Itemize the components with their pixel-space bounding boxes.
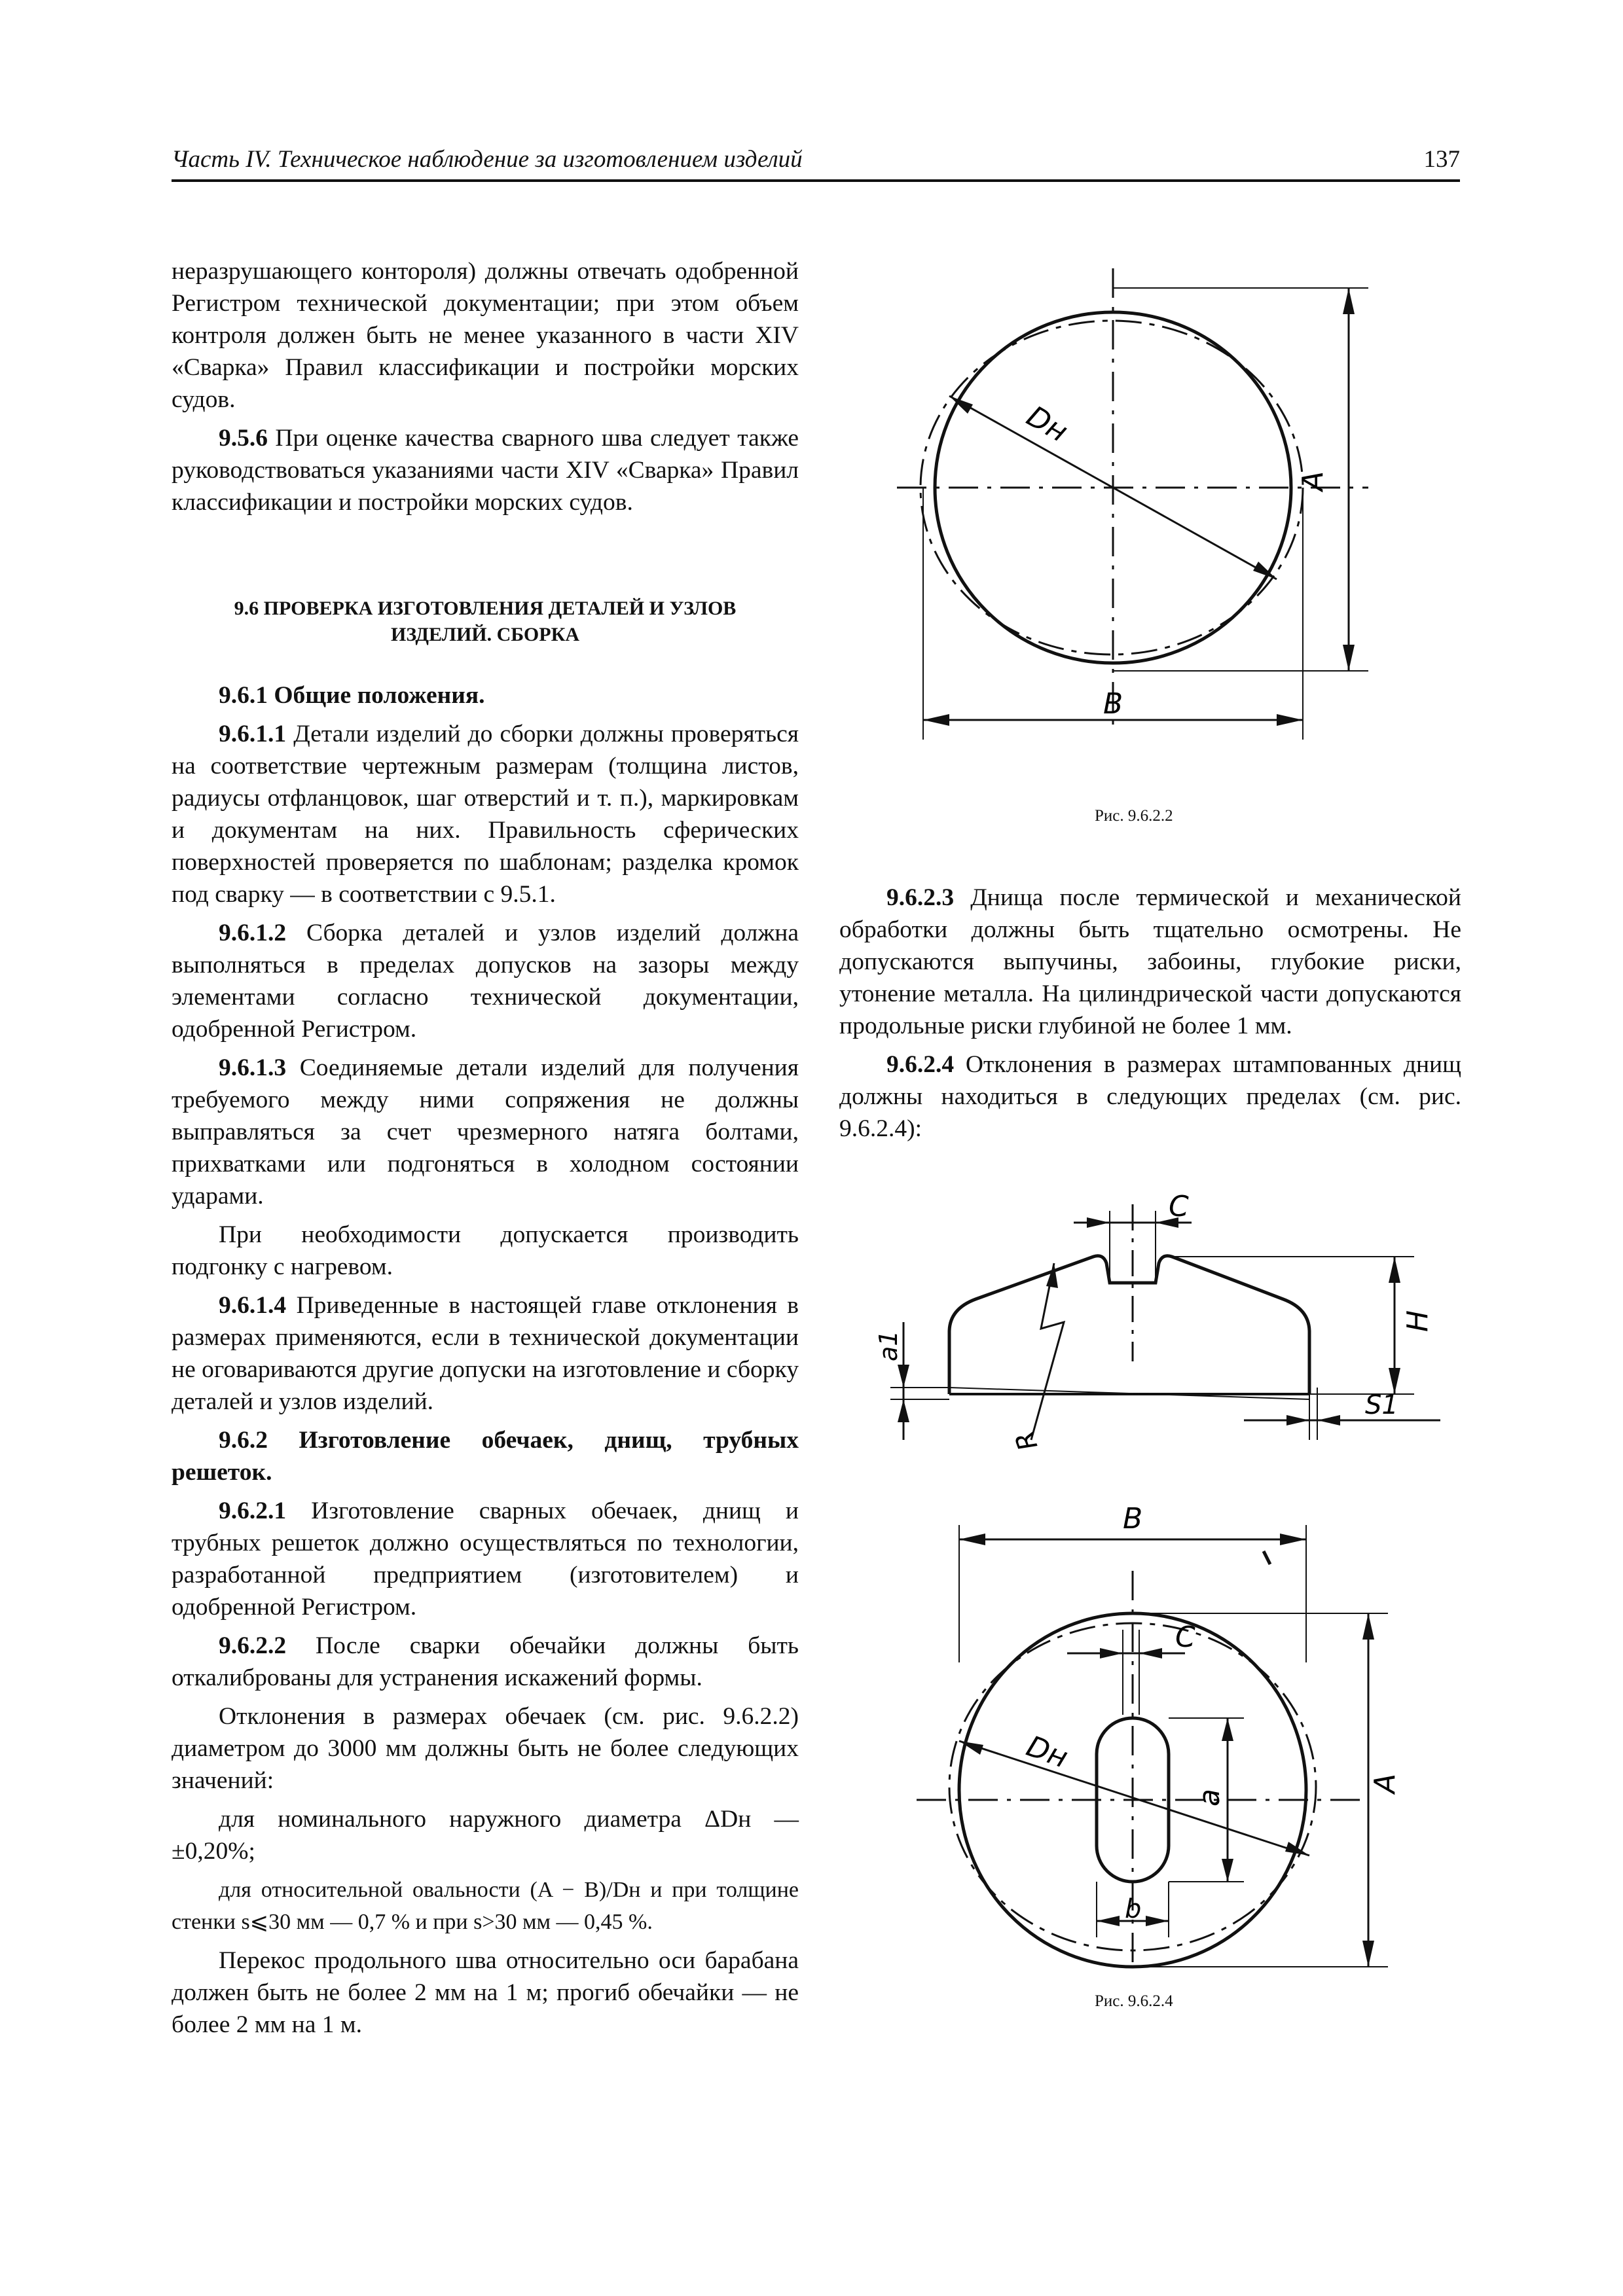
label-B: B — [1103, 687, 1123, 721]
figure-caption-9-6-2-2: Рис. 9.6.2.2 — [1095, 807, 1173, 825]
paragraph-9-5-6: 9.5.6 При оценке качества сварного шва следует также руководствоваться указаниями части XIV «Сварка» Правил классификации и постройки морских судов. — [172, 425, 799, 516]
label-S1: S1 — [1365, 1390, 1398, 1420]
page-number: 137 — [1423, 146, 1460, 173]
running-title: Часть IV. Техническое наблюдение за изготовлением изделий — [172, 146, 803, 173]
head-profile — [949, 1256, 1309, 1394]
radius-line — [1031, 1263, 1064, 1440]
paragraph-9-6-1-3: 9.6.1.3 Соединяемые детали изделий для получения требуемого между ними сопряжения не должны выправляться за счет чрезмерного натяга болтами, прихватками или подгоняться в холодном состоянии ударами. — [172, 1054, 799, 1210]
label-H: H — [1401, 1310, 1434, 1332]
paragraph-deviations: Отклонения в размерах обечаек (см. рис. 9.6.2.2) диаметром до 3000 мм должны быть не более следующих значений: — [172, 1703, 799, 1794]
header-rule — [172, 179, 1460, 182]
label-Dn-plan: Dн — [1022, 1729, 1072, 1775]
label-B-plan: B — [1123, 1502, 1143, 1535]
right-column — [839, 882, 1461, 1151]
figure-9-6-2-4-plan — [877, 1499, 1453, 1970]
paragraph-9-6-2-2: 9.6.2.2 После сварки обечайки должны быть откалиброваны для устранения искажений формы. — [172, 1632, 799, 1691]
paragraph-heating: При необходимости допускается производить подгонку с нагревом. — [172, 1221, 799, 1280]
paragraph-9-6-2-1: 9.6.2.1 Изготовление сварных обечаек, днищ и трубных решеток должно осуществляться по технологии, разработанной предприятием (изготовителем) и одобренной Регистром. — [172, 1498, 799, 1621]
paragraph-ovality: для относительной овальности (A − B)/Dн и при толщине стенки s⩽30 мм — 0,7 % и при s>30 мм — 0,45 %. — [172, 1878, 799, 1934]
paragraph-9-6-1-2: 9.6.1.2 Сборка деталей и узлов изделий должна выполняться в пределах допусков на зазоры между элементами согласно технической документации, одобренной Регистром. — [172, 920, 799, 1043]
paragraph-9-6-2-4: 9.6.2.4 Отклонения в размерах штампованных днищ должны находиться в следующих пределах (см. рис. 9.6.2.4): — [839, 1051, 1461, 1142]
heading-9-6-2: 9.6.2 Изготовление обечаек, днищ, трубных решеток. — [172, 1427, 799, 1486]
label-a: a — [1193, 1789, 1226, 1806]
label-C-plan: C — [1175, 1621, 1195, 1654]
paragraph-nominal: для номинального наружного диаметра ΔDн — ±0,20%; — [172, 1806, 799, 1865]
label-b: b — [1125, 1894, 1142, 1924]
figure-9-6-2-4-section — [874, 1190, 1453, 1466]
heading-9-6-1: 9.6.1 Общие положения. — [219, 682, 485, 709]
paragraph-9-6-2-3: 9.6.2.3 Днища после термической и механической обработки должны быть тщательно осмотрены. Не допускаются выпучины, забоины, глубокие риски, утонение металла. На цилиндрической части допускаются продольные риски глубиной не более 1 мм. — [839, 884, 1461, 1039]
section-title: 9.6 ПРОВЕРКА ИЗГОТОВЛЕНИЯ ДЕТАЛЕЙ И УЗЛОВ ИЗДЕЛИЙ. СБОРКА — [234, 598, 737, 645]
left-column — [172, 255, 799, 2047]
paragraph-intro: неразрушающего контороля) должны отвечать одобренной Регистром технической документации; при этом объем контроля должен быть не менее указанного в части XIV «Сварка» Правил классификации и постройки морских судов. — [172, 258, 799, 413]
label-a1: a1 — [874, 1330, 903, 1361]
label-A: A — [1296, 471, 1330, 491]
paragraph-skew: Перекос продольного шва относительно оси барабана должен быть не более 2 мм на 1 м; прогиб обечайки — не более 2 мм на 1 м. — [172, 1947, 799, 2038]
plan-diameter-line — [959, 1741, 1309, 1856]
page-header — [172, 145, 1460, 182]
figure-9-6-2-2 — [877, 262, 1440, 766]
label-A-plan: A — [1368, 1773, 1402, 1793]
label-C-top: C — [1169, 1190, 1189, 1223]
label-Dn: Dн — [1021, 399, 1074, 449]
paragraph-9-6-1-1: 9.6.1.1 Детали изделий до сборки должны проверяться на соответствие чертежным размерам (толщина листов, радиусы отфланцовок, шаг отверстий и т. п.), маркировкам и документам на них. Правильность сферических поверхностей проверяется по шаблонам; разделка кромок под сварку — в соответствии с 9.5.1. — [172, 721, 799, 908]
paragraph-9-6-1-4: 9.6.1.4 Приведенные в настоящей главе отклонения в размерах применяются, если в технической документации не оговариваются другие допуски на изготовление и сборку деталей и узлов изделий. — [172, 1292, 799, 1415]
figure-caption-9-6-2-4: Рис. 9.6.2.4 — [1095, 1992, 1173, 2010]
label-R: R — [1009, 1427, 1044, 1455]
